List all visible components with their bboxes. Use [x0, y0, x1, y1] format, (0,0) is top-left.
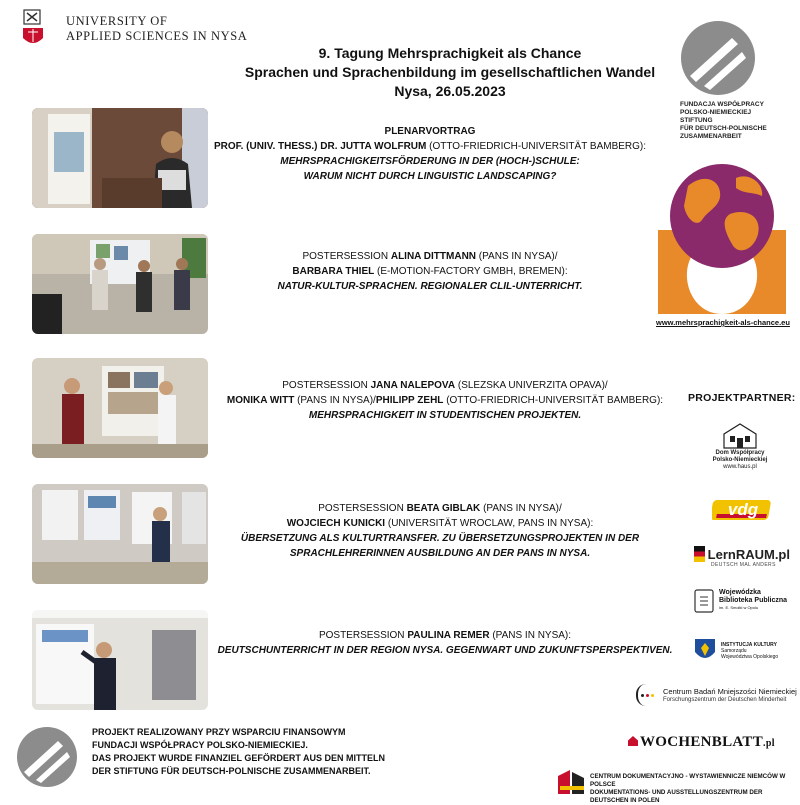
opole-coat-of-arms-icon — [694, 638, 716, 664]
foundation-name: FUNDACJA WSPÓŁPRACY POLSKO-NIEMIECKIEJ STIFTUNG FÜR DEUTSCH-POLNISCHE ZUSAMMENARBEIT — [680, 101, 767, 140]
mehrsprachigkeit-globe-logo — [658, 158, 786, 314]
library-icon — [694, 589, 714, 613]
centrum-dokumentacyjne-text: CENTRUM DOKUMENTACYJNO - WYSTAWIENNICZE NIEMCÓW W POLSCE DOKUMENTATIONS- UND AUSSTELLUNGSZENTRUM DER DEUTSCHEN IN POLEN — [590, 773, 786, 804]
session-plenarvortrag: PLENARVORTRAG PROF. (UNIV. THESS.) DR. JUTTA WOLFRUM (OTTO-FRIEDRICH-UNIVERSITÄT BAMBERG): MEHRSPRACHIGKEITSFÖRDERUNG IN DER (HOCH-)SCHULE: WARUM NICHT DURCH LINGUISTIC LANDSCAPING? — [213, 126, 647, 182]
session-postersession-4: POSTERSESSION PAULINA REMER (PANS IN NYSA): DEUTSCHUNTERRICHT IN DER REGION NYSA. GEGENWART UND ZUKUNFTSPERSPEKTIVEN. — [217, 630, 673, 656]
session-postersession-3: POSTERSESSION BEATA GIBLAK (PANS IN NYSA)/ WOJCIECH KUNICKI (UNIVERSITÄT WROCLAW, PANS IN NYSA): ÜBERSETZUNG ALS KULTURTRANSFER. ZU ÜBERSETZUNGSPROJEKTEN IN DER SPRACHLEHRERINNEN AUSBILDUNG AN DER PANS IN NYSA. — [240, 503, 640, 559]
photo-postersession-2 — [32, 358, 208, 458]
photo-postersession-4 — [32, 610, 208, 710]
house-icon — [628, 736, 638, 746]
university-name: UNIVERSITY OF APPLIED SCIENCES IN NYSA — [66, 14, 248, 43]
website-link[interactable]: www.mehrsprachigkeit-als-chance.eu — [656, 318, 790, 327]
partner-wochenblatt-logo: WOCHENBLATT.pl — [628, 734, 775, 751]
building-icon — [720, 420, 760, 450]
centrum-dots-icon — [636, 684, 660, 706]
session-postersession-2: POSTERSESSION JANA NALEPOVA (SLEZSKA UNIVERZITA OPAVA)/ MONIKA WITT (PANS IN NYSA)/PHILIPP ZEHL (OTTO-FRIEDRICH-UNIVERSITÄT BAMBERG): MEHRSPRACHIGKEIT IN STUDENTISCHEN PROJEKTEN. — [226, 380, 664, 421]
lernraum-flag-icon — [694, 546, 705, 562]
partner-vdg-logo: vdg — [712, 496, 774, 524]
photo-plenarvortrag — [32, 108, 208, 208]
foundation-logo-icon — [680, 20, 756, 96]
funding-notice: PROJEKT REALIZOWANY PRZY WSPARCIU FINANSOWYM FUNDACJI WSPÓŁPRACY POLSKO-NIEMIECKIEJ. DAS PROJEKT WURDE FINANZIEL GEFÖRDERT AUS DEN MITTELN DER STIFTUNG FÜR DEUTSCH-POLNISCHE ZUSAMMENARBEIT. — [92, 727, 386, 776]
partner-instytucja-logo: INSTYTUCJA KULTURY Samorządu Województwa Opolskiego — [694, 638, 794, 664]
partner-haus-logo: Dom Współpracy Polsko-Niemieckiej www.haus.pl — [700, 420, 780, 471]
university-crest-icon — [22, 8, 44, 48]
session-postersession-1: POSTERSESSION ALINA DITTMANN (PANS IN NYSA)/ BARBARA THIEL (E-MOTION-FACTORY GMBH, BREMEN): NATUR-KULTUR-SPRACHEN. REGIONALER CLIL-UNTERRICHT. — [277, 251, 583, 292]
foundation-footer-logo-icon — [16, 726, 78, 788]
conference-title: 9. Tagung Mehrsprachigkeit als Chance Sprachen und Sprachenbildung im gesellschaftlichen Wandel Nysa, 26.05.2023 — [244, 45, 656, 99]
partner-lernraum-logo: LernRAUM.pl DEUTSCH MAL ANDERS — [694, 546, 790, 568]
partner-biblioteka-logo: Wojewódzka Biblioteka Publiczna im. E. Smołki w Opolu — [694, 589, 794, 613]
photo-postersession-1 — [32, 234, 208, 334]
partner-centrum-badan-logo: Centrum Badań Mniejszości Niemieckiej Forschungszentrum der Deutschen Minderheit — [636, 684, 800, 706]
photo-postersession-3 — [32, 484, 208, 584]
partners-heading: PROJEKTPARTNER: — [688, 392, 796, 404]
centrum-dokumentacyjne-icon — [556, 766, 586, 796]
